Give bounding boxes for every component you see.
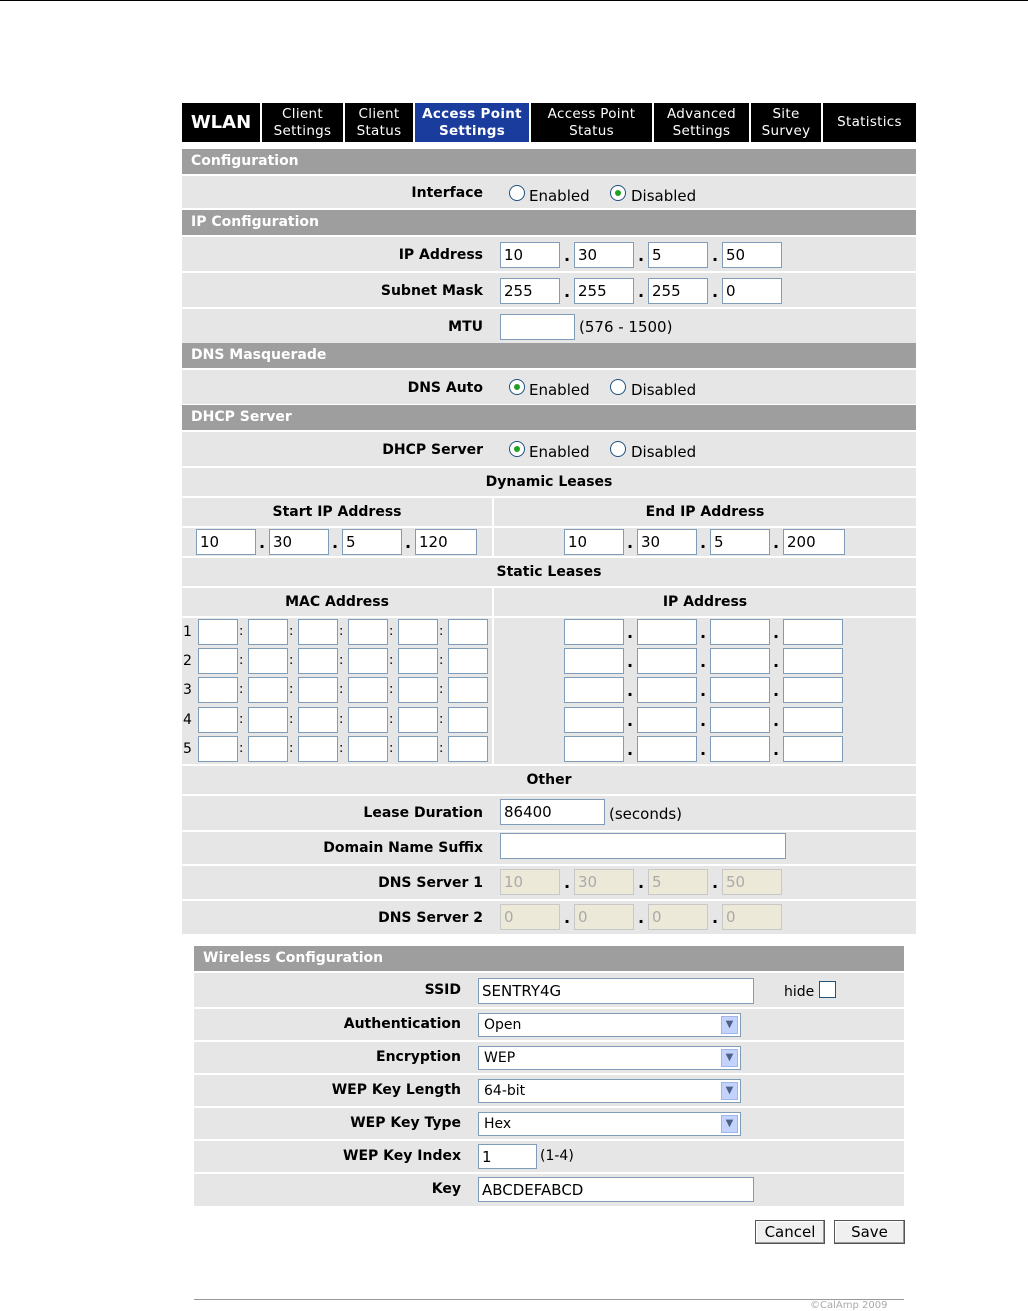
dns1-octet-1 [500,869,560,895]
footer-rule [194,1299,904,1300]
static-mac-byte-2[interactable] [248,648,288,674]
dot: . [627,533,634,552]
dot: . [700,711,707,730]
mtu-hint: (576 - 1500) [579,318,673,336]
colon-separator: : [289,653,294,668]
wep-key-length-select[interactable]: 64-bit ▼ [478,1079,741,1103]
dot: . [773,533,780,552]
static-ip-octet-1[interactable] [564,677,624,703]
static-ip-address-label: IP Address [662,594,748,610]
static-ip-octet-4[interactable] [783,619,843,645]
colon-separator: : [339,712,344,727]
lease-duration-row [182,794,916,830]
tab-client-status[interactable]: Client Status [345,103,415,142]
other-title: Other [526,772,572,788]
colon-separator: : [439,682,444,697]
dhcp-enabled-label: Enabled [529,443,590,461]
dot: . [773,740,780,759]
ip-address-label: IP Address [398,247,483,263]
static-mac-byte-4[interactable] [348,707,388,733]
subnet-mask-label: Subnet Mask [380,283,483,299]
end-octet-4[interactable] [783,529,845,555]
ip-octet-2[interactable] [574,242,634,268]
ip-address-row [182,235,916,271]
static-ip-octet-2[interactable] [637,707,697,733]
dot: . [638,908,645,927]
lease-duration-input[interactable] [500,799,605,825]
dhcp-server-label: DHCP Server [382,442,483,458]
colon-separator: : [439,624,444,639]
dot: . [564,873,571,892]
dot: . [627,652,634,671]
domain-suffix-input[interactable] [500,833,786,859]
colon-separator: : [439,741,444,756]
dns2-octet-3 [648,904,708,930]
ip-octet-3[interactable] [648,242,708,268]
encryption-row [194,1040,904,1073]
static-mac-byte-1[interactable] [198,619,238,645]
encryption-select[interactable]: WEP ▼ [478,1046,741,1070]
chevron-down-icon: ▼ [721,1049,738,1067]
static-mac-byte-5[interactable] [398,619,438,645]
static-mac-byte-1[interactable] [198,648,238,674]
domain-suffix-label: Domain Name Suffix [323,840,483,856]
static-ip-octet-3[interactable] [710,648,770,674]
copyright: ©CalAmp 2009 [810,1300,888,1311]
dot: . [773,652,780,671]
dot: . [773,623,780,642]
dns1-octet-4 [722,869,782,895]
static-ip-octet-1[interactable] [564,707,624,733]
dot: . [700,623,707,642]
dot: . [564,246,571,265]
section-ip-configuration: IP Configuration [182,210,916,235]
static-ip-octet-2[interactable] [637,648,697,674]
static-mac-byte-2[interactable] [248,677,288,703]
wep-key-length-row [194,1073,904,1106]
dns2-octet-2 [574,904,634,930]
colon-separator: : [239,712,244,727]
dot: . [638,873,645,892]
static-mac-byte-6[interactable] [448,677,488,703]
colon-separator: : [389,653,394,668]
dot: . [564,908,571,927]
tab-client-settings[interactable]: Client Settings [262,103,345,142]
colon-separator: : [389,682,394,697]
ssid-row [194,971,904,1007]
static-mac-byte-2[interactable] [248,736,288,762]
dot: . [773,711,780,730]
static-mac-byte-6[interactable] [448,648,488,674]
colon-separator: : [339,682,344,697]
dot: . [259,533,266,552]
interface-row [182,174,916,208]
colon-separator: : [239,624,244,639]
end-octet-3[interactable] [710,529,770,555]
static-ip-octet-2[interactable] [637,677,697,703]
mtu-input[interactable] [500,314,575,340]
static-row-number: 2 [183,653,192,669]
tab-site-survey[interactable]: Site Survey [751,103,823,142]
static-mac-byte-1[interactable] [198,736,238,762]
dot: . [638,246,645,265]
static-leases-block [182,616,916,764]
chevron-down-icon: ▼ [721,1082,738,1100]
mask-octet-3[interactable] [648,278,708,304]
static-mac-byte-5[interactable] [398,736,438,762]
other-row [182,764,916,794]
static-ip-octet-4[interactable] [783,707,843,733]
dot: . [712,246,719,265]
end-octet-1[interactable] [564,529,624,555]
static-mac-byte-4[interactable] [348,736,388,762]
colon-separator: : [339,741,344,756]
dns1-octet-2 [574,869,634,895]
dns-auto-enabled-label: Enabled [529,381,590,399]
dot: . [712,908,719,927]
mask-octet-1[interactable] [500,278,560,304]
wep-key-index-row [194,1139,904,1172]
static-mac-byte-1[interactable] [198,677,238,703]
static-ip-octet-4[interactable] [783,677,843,703]
chevron-down-icon: ▼ [721,1115,738,1133]
dns2-octet-4 [722,904,782,930]
column-divider [492,618,494,764]
dns-auto-label: DNS Auto [407,380,483,396]
static-mac-byte-5[interactable] [398,677,438,703]
dns2-octet-1 [500,904,560,930]
key-input[interactable] [478,1177,754,1202]
static-mac-byte-3[interactable] [298,677,338,703]
wep-key-index-input[interactable] [478,1144,537,1169]
static-row-number: 1 [183,624,192,640]
dns-auto-enabled-radio[interactable] [509,379,525,395]
static-ip-octet-3[interactable] [710,677,770,703]
tab-access-point-status[interactable]: Access Point Status [531,103,654,142]
start-octet-4[interactable] [415,529,477,555]
mtu-row [182,307,916,343]
static-mac-byte-3[interactable] [298,736,338,762]
static-mac-byte-5[interactable] [398,707,438,733]
dot: . [773,681,780,700]
colon-separator: : [389,741,394,756]
cancel-button[interactable]: Cancel [755,1220,825,1244]
colon-separator: : [389,624,394,639]
dynamic-leases-row [182,466,916,496]
column-divider [492,528,494,556]
start-octet-2[interactable] [269,529,329,555]
static-mac-byte-6[interactable] [448,736,488,762]
dot: . [700,533,707,552]
static-row-number: 4 [183,712,192,728]
wep-key-index-label: WEP Key Index [343,1148,461,1164]
dot: . [712,873,719,892]
static-mac-byte-6[interactable] [448,707,488,733]
dhcp-disabled-radio[interactable] [610,441,626,457]
ssid-label: SSID [424,982,461,998]
static-leases-row [182,556,916,586]
dns-auto-disabled-label: Disabled [631,381,697,399]
section-configuration: Configuration [182,149,916,174]
top-rule [0,0,1028,1]
domain-suffix-row [182,830,916,864]
dot: . [627,740,634,759]
colon-separator: : [339,624,344,639]
static-ip-octet-4[interactable] [783,736,843,762]
static-ip-octet-3[interactable] [710,707,770,733]
colon-separator: : [289,712,294,727]
static-mac-byte-2[interactable] [248,619,288,645]
dhcp-disabled-label: Disabled [631,443,697,461]
ip-octet-1[interactable] [500,242,560,268]
mask-octet-4[interactable] [722,278,782,304]
static-ip-octet-3[interactable] [710,736,770,762]
interface-enabled-radio[interactable] [509,185,525,201]
subnet-mask-row [182,271,916,307]
static-mac-byte-3[interactable] [298,619,338,645]
dynamic-header-row [182,496,916,526]
interface-disabled-radio[interactable] [610,185,626,201]
dns1-octet-3 [648,869,708,895]
interface-label: Interface [411,185,483,201]
static-mac-byte-3[interactable] [298,707,338,733]
mask-octet-2[interactable] [574,278,634,304]
colon-separator: : [389,712,394,727]
dot: . [700,652,707,671]
dns-auto-row [182,368,916,404]
authentication-label: Authentication [343,1016,461,1032]
mac-address-label: MAC Address [285,594,389,610]
dot: . [627,681,634,700]
wep-key-type-select[interactable]: Hex ▼ [478,1112,741,1136]
static-ip-octet-3[interactable] [710,619,770,645]
tab-advanced-settings[interactable]: Advanced Settings [654,103,751,142]
section-dns-masquerade: DNS Masquerade [182,343,916,368]
key-row [194,1172,904,1206]
static-ip-octet-4[interactable] [783,648,843,674]
dot: . [638,282,645,301]
lease-duration-unit: (seconds) [609,805,683,823]
chevron-down-icon: ▼ [721,1016,738,1034]
dns-server-1-row [182,864,916,899]
start-octet-3[interactable] [342,529,402,555]
colon-separator: : [439,712,444,727]
start-octet-1[interactable] [196,529,256,555]
tab-access-point-settings[interactable]: Access Point Settings [415,103,531,142]
dot: . [627,623,634,642]
wep-key-index-hint: (1-4) [540,1148,574,1164]
section-wireless-configuration: Wireless Configuration [194,946,904,971]
static-header-row [182,586,916,616]
dns-server-1-label: DNS Server 1 [378,875,483,891]
dot: . [700,681,707,700]
static-ip-octet-1[interactable] [564,736,624,762]
colon-separator: : [289,682,294,697]
static-mac-byte-4[interactable] [348,677,388,703]
end-octet-2[interactable] [637,529,697,555]
dynamic-leases-title: Dynamic Leases [485,474,613,490]
lease-duration-label: Lease Duration [363,805,483,821]
static-mac-byte-6[interactable] [448,619,488,645]
tab-statistics[interactable]: Statistics [837,114,902,130]
static-mac-byte-1[interactable] [198,707,238,733]
colon-separator: : [239,653,244,668]
static-mac-byte-2[interactable] [248,707,288,733]
colon-separator: : [239,682,244,697]
section-dhcp-server: DHCP Server [182,405,916,430]
dns-server-2-label: DNS Server 2 [378,910,483,926]
hide-label: hide [784,984,815,1000]
wep-key-type-row [194,1106,904,1139]
dot: . [564,282,571,301]
static-mac-byte-4[interactable] [348,648,388,674]
colon-separator: : [439,653,444,668]
top-nav [182,103,916,142]
static-ip-octet-1[interactable] [564,619,624,645]
static-ip-octet-1[interactable] [564,648,624,674]
end-ip-label: End IP Address [645,504,765,520]
interface-disabled-label: Disabled [631,187,697,205]
brand-label: WLAN [182,103,262,142]
dns-server-2-row [182,899,916,934]
dot: . [712,282,719,301]
static-ip-octet-2[interactable] [637,619,697,645]
authentication-select[interactable]: Open ▼ [478,1013,741,1037]
dot: . [405,533,412,552]
static-ip-octet-2[interactable] [637,736,697,762]
wep-key-type-label: WEP Key Type [350,1115,461,1131]
dynamic-inputs-row [182,526,916,556]
dhcp-server-row [182,430,916,466]
static-row-number: 5 [183,741,192,757]
ssid-input[interactable] [478,978,754,1004]
static-mac-byte-3[interactable] [298,648,338,674]
interface-enabled-label: Enabled [529,187,590,205]
wep-key-length-label: WEP Key Length [331,1082,461,1098]
static-mac-byte-5[interactable] [398,648,438,674]
colon-separator: : [239,741,244,756]
colon-separator: : [339,653,344,668]
dns-auto-disabled-radio[interactable] [610,379,626,395]
static-row-number: 3 [183,682,192,698]
encryption-label: Encryption [376,1049,461,1065]
colon-separator: : [289,741,294,756]
dhcp-enabled-radio[interactable] [509,441,525,457]
colon-separator: : [289,624,294,639]
authentication-row [194,1007,904,1040]
dot: . [700,740,707,759]
save-button[interactable]: Save [834,1220,905,1244]
static-leases-title: Static Leases [496,564,602,580]
start-ip-label: Start IP Address [272,504,402,520]
ip-octet-4[interactable] [722,242,782,268]
dot: . [627,711,634,730]
hide-checkbox[interactable] [819,981,836,998]
key-label: Key [431,1181,461,1197]
static-mac-byte-4[interactable] [348,619,388,645]
dot: . [332,533,339,552]
mtu-label: MTU [448,319,483,335]
